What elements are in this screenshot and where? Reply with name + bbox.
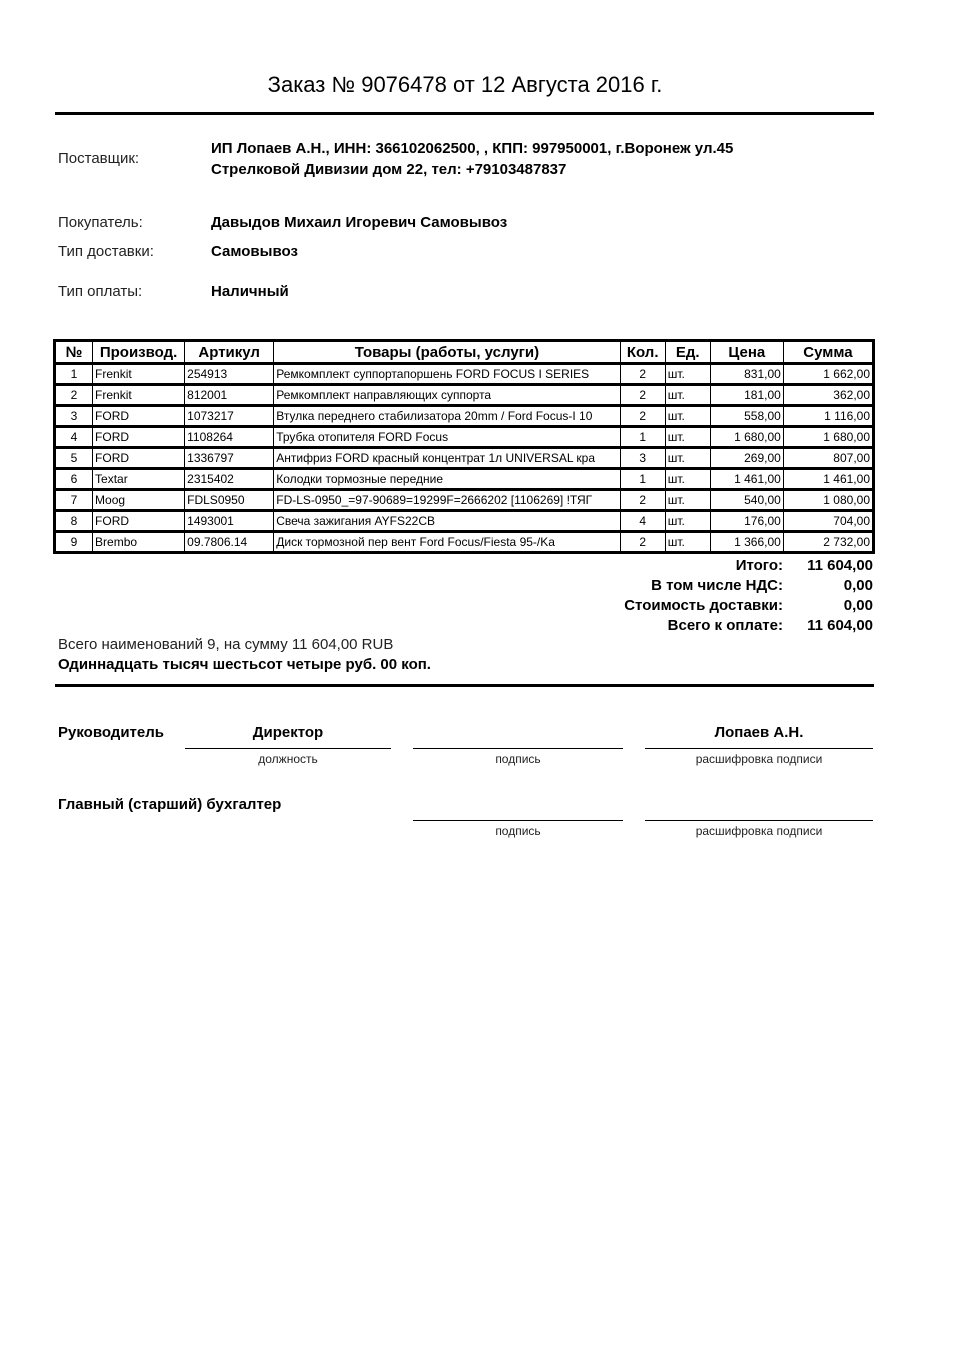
cell-article: 2315402 xyxy=(185,469,274,490)
cell-unit: шт. xyxy=(665,406,710,427)
cell-unit: шт. xyxy=(665,448,710,469)
cell-manufacturer: FORD xyxy=(93,448,185,469)
supplier-line-2: Стрелковой Дивизии дом 22, тел: +79103487837 xyxy=(211,161,567,178)
cell-goods: Втулка переднего стабилизатора 20mm / Ford Focus-I 10 xyxy=(274,406,620,427)
cell-goods: Ремкомплект направляющих суппорта xyxy=(274,385,620,406)
vat-row xyxy=(560,576,873,596)
cell-number: 1 xyxy=(55,364,93,385)
cell-sum: 1 662,00 xyxy=(783,364,873,385)
cell-sum: 362,00 xyxy=(783,385,873,406)
cell-unit: шт. xyxy=(665,385,710,406)
accountant-label: Главный (старший) бухгалтер xyxy=(58,796,282,813)
cell-unit: шт. xyxy=(665,511,710,532)
table-row xyxy=(55,532,874,553)
cell-sum: 1 680,00 xyxy=(783,427,873,448)
head-name-value: Лопаев А.Н. xyxy=(714,724,804,741)
amount-in-words: Одиннадцать тысяч шестьсот четыре руб. 00 коп. xyxy=(58,656,431,673)
supplier-value xyxy=(211,138,733,180)
cell-sum: 2 732,00 xyxy=(783,532,873,553)
cell-article: 1073217 xyxy=(185,406,274,427)
buyer-label: Покупатель: xyxy=(58,214,143,231)
cell-manufacturer: Moog xyxy=(93,490,185,511)
cell-price: 540,00 xyxy=(710,490,783,511)
delivery-cost-label: Стоимость доставки: xyxy=(624,597,783,614)
cell-article: 1336797 xyxy=(185,448,274,469)
cell-goods: Антифриз FORD красный концентрат 1л UNIVERSAL кра xyxy=(274,448,620,469)
cell-price: 558,00 xyxy=(710,406,783,427)
cell-qty: 2 xyxy=(620,490,665,511)
cell-price: 1 680,00 xyxy=(710,427,783,448)
table-row xyxy=(55,385,874,406)
page-title: Заказ № 9076478 от 12 Августа 2016 г. xyxy=(267,72,663,97)
grand-total-row xyxy=(560,616,873,636)
col-header-sum: Сумма xyxy=(783,341,873,364)
table-row xyxy=(55,511,874,532)
accountant-signature-caption: подпись xyxy=(495,824,541,838)
cell-qty: 2 xyxy=(620,406,665,427)
grand-total-label: Всего к оплате: xyxy=(667,617,783,634)
table-header-row xyxy=(55,341,874,364)
table-row xyxy=(55,448,874,469)
cell-article: 254913 xyxy=(185,364,274,385)
head-position-value: Директор xyxy=(252,724,324,741)
cell-goods: Трубка отопителя FORD Focus xyxy=(274,427,620,448)
vat-value: 0,00 xyxy=(843,577,873,594)
items-summary: Всего наименований 9, на сумму 11 604,00 RUB xyxy=(58,636,394,653)
col-header-qty: Кол. xyxy=(620,341,665,364)
decode-line xyxy=(645,748,873,749)
signature-caption: подпись xyxy=(495,752,541,766)
delivery-cost-row xyxy=(560,596,873,616)
table-row xyxy=(55,490,874,511)
col-header-price: Цена xyxy=(710,341,783,364)
cell-article: FDLS0950 xyxy=(185,490,274,511)
vat-label: В том числе НДС: xyxy=(651,577,783,594)
cell-goods: Свеча зажигания AYFS22CB xyxy=(274,511,620,532)
cell-manufacturer: Textar xyxy=(93,469,185,490)
cell-qty: 4 xyxy=(620,511,665,532)
cell-article: 1108264 xyxy=(185,427,274,448)
delivery-type-value: Самовывоз xyxy=(211,243,298,260)
delivery-type-label: Тип доставки: xyxy=(58,243,154,260)
cell-number: 3 xyxy=(55,406,93,427)
cell-sum: 704,00 xyxy=(783,511,873,532)
cell-unit: шт. xyxy=(665,532,710,553)
head-label: Руководитель xyxy=(58,724,164,741)
cell-qty: 2 xyxy=(620,364,665,385)
cell-sum: 1 080,00 xyxy=(783,490,873,511)
cell-qty: 3 xyxy=(620,448,665,469)
cell-article: 1493001 xyxy=(185,511,274,532)
cell-price: 1 366,00 xyxy=(710,532,783,553)
buyer-value: Давыдов Михаил Игоревич Самовывоз xyxy=(211,214,508,231)
cell-manufacturer: FORD xyxy=(93,427,185,448)
position-line xyxy=(185,748,391,749)
cell-price: 831,00 xyxy=(710,364,783,385)
cell-sum: 807,00 xyxy=(783,448,873,469)
accountant-decode-caption: расшифровка подписи xyxy=(695,824,823,838)
cell-qty: 1 xyxy=(620,469,665,490)
col-header-unit: Ед. xyxy=(665,341,710,364)
subtotal-label: Итого: xyxy=(735,557,783,574)
cell-manufacturer: FORD xyxy=(93,406,185,427)
cell-unit: шт. xyxy=(665,490,710,511)
cell-qty: 1 xyxy=(620,427,665,448)
bottom-divider xyxy=(55,684,874,687)
cell-number: 2 xyxy=(55,385,93,406)
cell-goods: Ремкомплект суппортапоршень FORD FOCUS I SERIES xyxy=(274,364,620,385)
cell-manufacturer: Brembo xyxy=(93,532,185,553)
cell-manufacturer: Frenkit xyxy=(93,385,185,406)
cell-goods: Диск тормозной пер вент Ford Focus/Fiesta 95-/Ka xyxy=(274,532,620,553)
subtotal-row xyxy=(560,556,873,576)
table-row xyxy=(55,469,874,490)
subtotal-value: 11 604,00 xyxy=(807,557,873,574)
totals-block xyxy=(560,556,873,636)
table-row xyxy=(55,364,874,385)
cell-unit: шт. xyxy=(665,427,710,448)
items-table xyxy=(53,339,875,554)
cell-number: 6 xyxy=(55,469,93,490)
supplier-label: Поставщик: xyxy=(58,150,140,167)
cell-article: 812001 xyxy=(185,385,274,406)
cell-price: 1 461,00 xyxy=(710,469,783,490)
cell-price: 176,00 xyxy=(710,511,783,532)
cell-qty: 2 xyxy=(620,532,665,553)
cell-unit: шт. xyxy=(665,469,710,490)
cell-unit: шт. xyxy=(665,364,710,385)
cell-number: 8 xyxy=(55,511,93,532)
cell-manufacturer: Frenkit xyxy=(93,364,185,385)
accountant-decode-line xyxy=(645,820,873,821)
cell-manufacturer: FORD xyxy=(93,511,185,532)
table-row xyxy=(55,427,874,448)
cell-price: 269,00 xyxy=(710,448,783,469)
payment-type-value: Наличный xyxy=(211,283,289,300)
decode-caption: расшифровка подписи xyxy=(695,752,823,766)
cell-sum: 1 461,00 xyxy=(783,469,873,490)
cell-sum: 1 116,00 xyxy=(783,406,873,427)
top-divider xyxy=(55,112,874,115)
col-header-manufacturer: Производ. xyxy=(93,341,185,364)
cell-number: 4 xyxy=(55,427,93,448)
col-header-number: № xyxy=(55,341,93,364)
position-caption: должность xyxy=(258,752,318,766)
table-row xyxy=(55,406,874,427)
accountant-signature-line xyxy=(413,820,623,821)
cell-number: 5 xyxy=(55,448,93,469)
cell-article: 09.7806.14 xyxy=(185,532,274,553)
cell-goods: Колодки тормозные передние xyxy=(274,469,620,490)
supplier-line-1: ИП Лопаев А.Н., ИНН: 366102062500, , КПП: 997950001, г.Воронеж ул.45 xyxy=(211,140,734,157)
payment-type-label: Тип оплаты: xyxy=(58,283,143,300)
cell-goods: FD-LS-0950_=97-90689=19299F=2666202 [1106269] !ТЯГ xyxy=(274,490,620,511)
cell-qty: 2 xyxy=(620,385,665,406)
cell-price: 181,00 xyxy=(710,385,783,406)
col-header-article: Артикул xyxy=(185,341,274,364)
col-header-goods: Товары (работы, услуги) xyxy=(274,341,620,364)
signature-line xyxy=(413,748,623,749)
cell-number: 9 xyxy=(55,532,93,553)
cell-number: 7 xyxy=(55,490,93,511)
delivery-cost-value: 0,00 xyxy=(843,597,873,614)
grand-total-value: 11 604,00 xyxy=(807,617,873,634)
